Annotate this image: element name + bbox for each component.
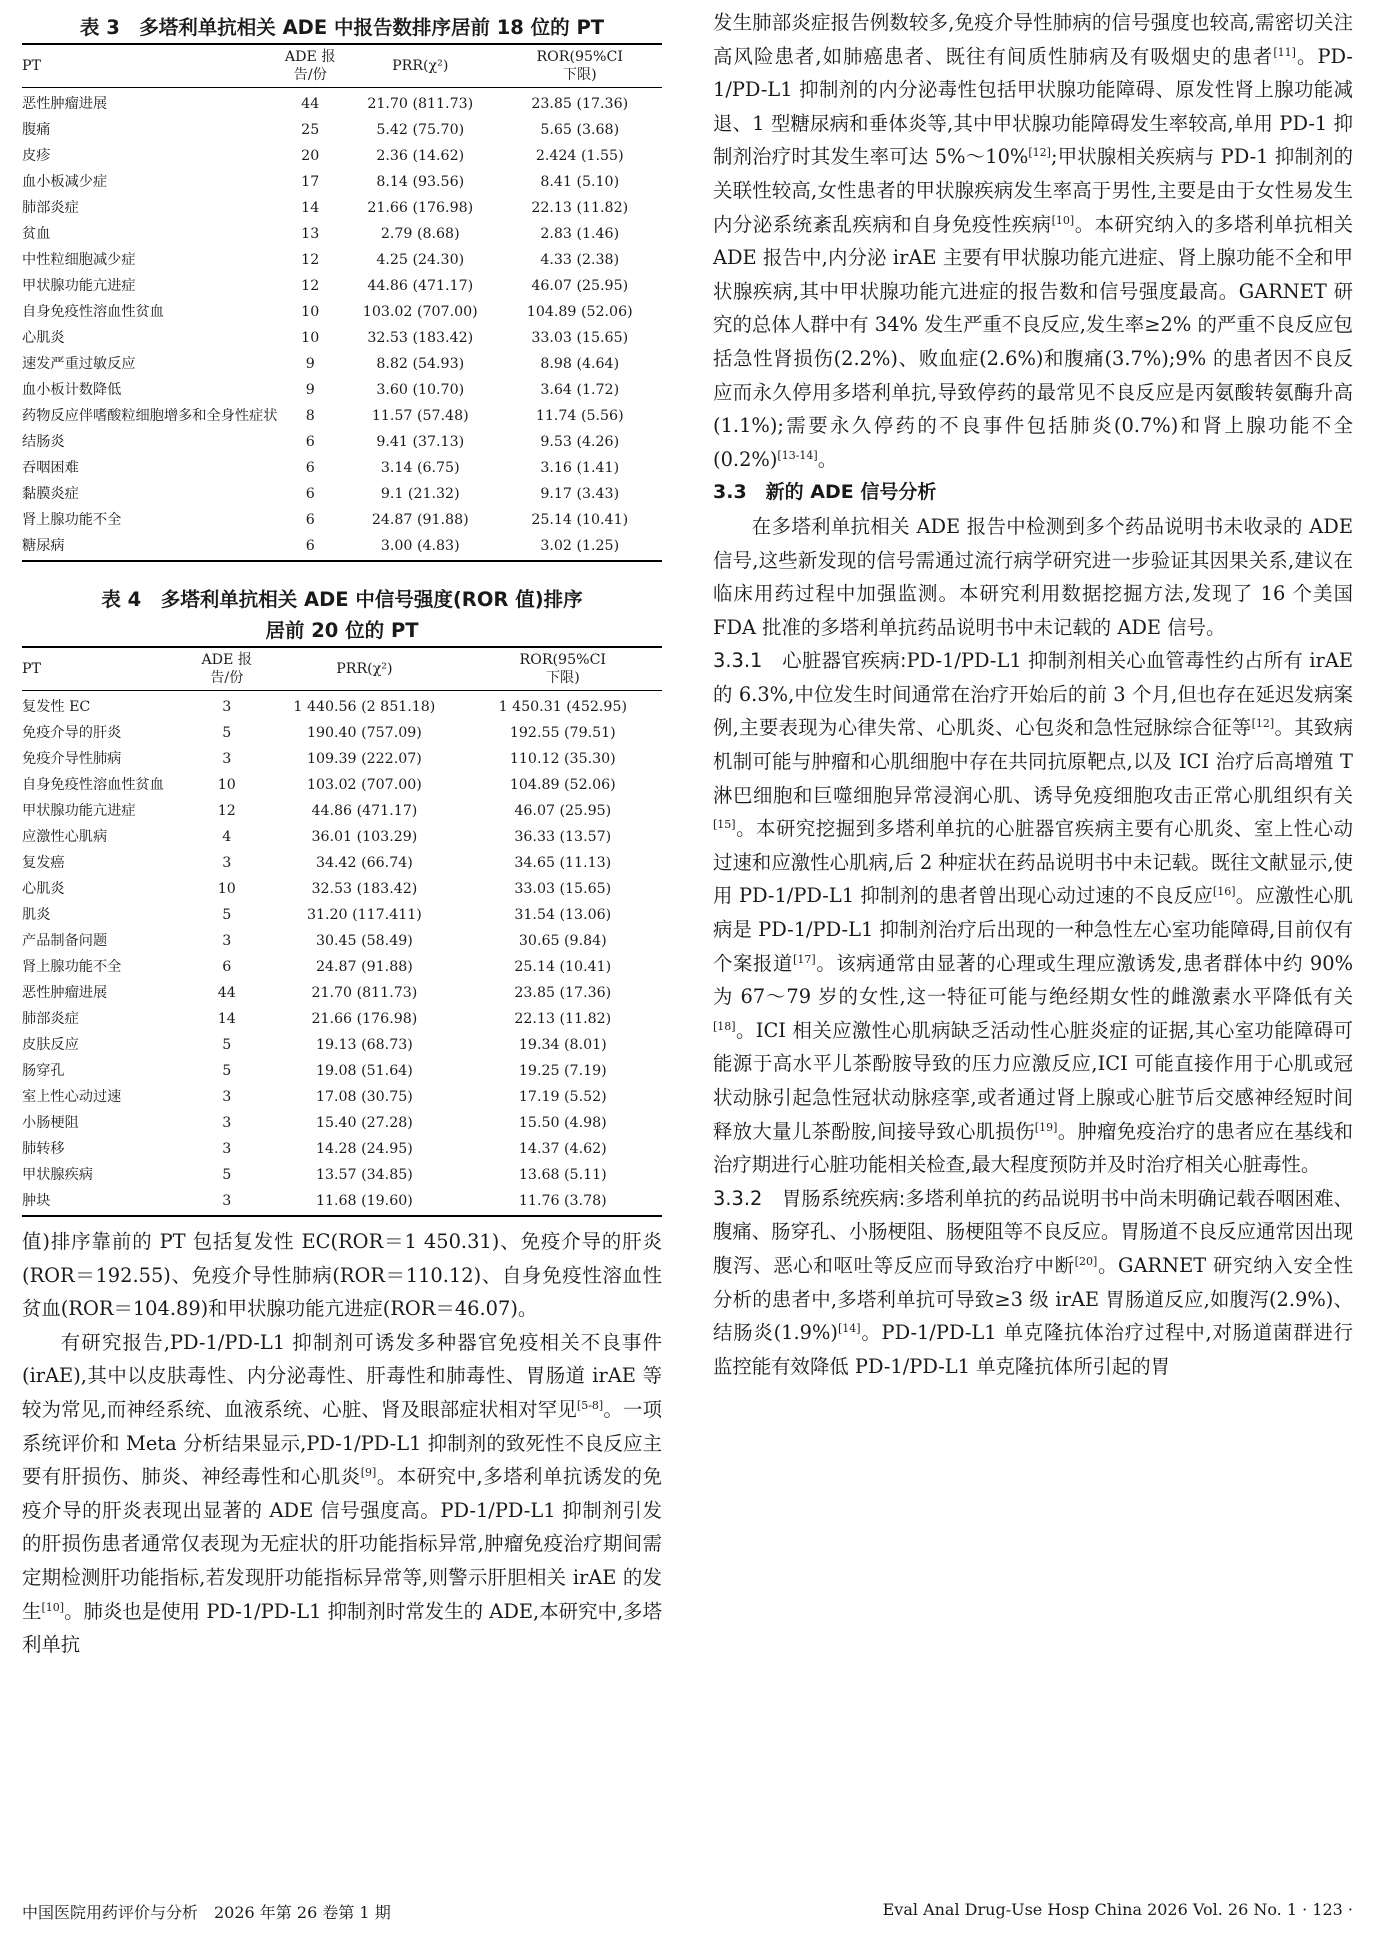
cell-count: 13 bbox=[301, 226, 320, 242]
cell-pt: 皮肤反应 bbox=[22, 1037, 79, 1053]
cell-pt: 肺转移 bbox=[22, 1141, 65, 1157]
cell-pt: 应激性心肌病 bbox=[22, 829, 108, 845]
citation: [17] bbox=[793, 952, 816, 966]
cell-ror: 192.55 (79.51) bbox=[509, 725, 616, 741]
cell-prr: 109.39 (222.07) bbox=[306, 751, 422, 767]
cell-ror: 13.68 (5.11) bbox=[518, 1167, 607, 1183]
cell-prr: 1 440.56 (2 851.18) bbox=[293, 699, 436, 715]
cell-ror: 8.98 (4.64) bbox=[540, 356, 620, 372]
table4-caption: 表 4 多塔利单抗相关 ADE 中信号强度(ROR 值)排序 居前 20 位的 PT bbox=[101, 588, 583, 642]
cell-pt: 恶性肿瘤进展 bbox=[22, 985, 108, 1001]
table-row bbox=[22, 143, 662, 169]
cell-prr: 34.42 (66.74) bbox=[315, 855, 413, 871]
cell-count: 10 bbox=[301, 304, 320, 320]
cell-prr: 15.40 (27.28) bbox=[315, 1115, 413, 1131]
cell-pt: 免疫介导的肝炎 bbox=[22, 725, 122, 741]
table-row bbox=[22, 772, 662, 798]
cell-ror: 104.89 (52.06) bbox=[526, 304, 633, 320]
cell-pt: 糖尿病 bbox=[22, 533, 277, 561]
citation: [9] bbox=[360, 1466, 377, 1480]
cell-pt: 室上性心动过速 bbox=[22, 1089, 122, 1105]
table4-header-row bbox=[22, 647, 662, 691]
cell-ror: 23.85 (17.36) bbox=[531, 96, 629, 112]
cell-count: 14 bbox=[301, 200, 320, 216]
citation: [18] bbox=[713, 1019, 736, 1033]
cell-ror: 11.76 (3.78) bbox=[464, 1188, 662, 1216]
cell-prr: 9.1 (21.32) bbox=[380, 486, 460, 502]
cell-ror: 14.37 (4.62) bbox=[518, 1141, 607, 1157]
table-row bbox=[22, 954, 662, 980]
table4-header-ror: ROR(95%CI 下限) bbox=[464, 647, 662, 691]
table3-body bbox=[22, 88, 662, 562]
left-paragraph-2: 有研究报告,PD-1/PD-L1 抑制剂可诱发多种器官免疫相关不良事件(irAE),其中以皮肤毒性、内分泌毒性、肝毒性和肺毒性、胃肠道 irAE 等较为常见,而神经系统、血液系统、心脏、肾及眼部症状相对罕见[5-8]。一项系统评价和 Meta 分析结果显示,PD-1/PD-L1 抑制剂的致死性不良反应主要有肝损伤、肺炎、神经毒性和心肌炎[9]。本研究中,多塔利单抗诱发的免疫介导的肝炎表现出显著的 ADE 信号强度高。PD-1/PD-L1 抑制剂引发的肝损伤患者通常仅表现为无症状的肝功能指标异常,肿瘤免疫治疗期间需定期检测肝功能指标,若发现肝功能指标异常等,则警示肝胆相关 irAE 的发生[10]。肺炎也是使用 PD-1/PD-L1 抑制剂时常发生的 ADE,本研究中,多塔利单抗 bbox=[22, 1330, 663, 1657]
cell-count: 3 bbox=[222, 1141, 232, 1157]
table-row bbox=[22, 691, 662, 721]
cell-pt: 甲状腺疾病 bbox=[22, 1167, 93, 1183]
cell-pt: 肠穿孔 bbox=[22, 1063, 65, 1079]
left-paragraph-1: 值)排序靠前的 PT 包括复发性 EC(ROR＝1 450.31)、免疫介导的肝炎(ROR＝192.55)、免疫介导性肺病(ROR＝110.12)、自身免疫性溶血性贫血(ROR＝104.89)和甲状腺功能亢进症(ROR＝46.07)。 bbox=[22, 1230, 662, 1321]
cell-ror: 9.53 (4.26) bbox=[540, 434, 620, 450]
cell-pt: 肾上腺功能不全 bbox=[22, 512, 122, 528]
subsection-heading-3-3-1: 3.3.1 心脏器官疾病: bbox=[713, 649, 907, 673]
cell-ror: 11.74 (5.56) bbox=[535, 408, 624, 424]
cell-count: 5 bbox=[222, 725, 232, 741]
cell-ror: 2.83 (1.46) bbox=[540, 226, 620, 242]
cell-pt: 肾上腺功能不全 bbox=[22, 959, 122, 975]
right-paragraph-1: 发生肺部炎症报告例数较多,免疫介导性肺病的信号强度也较高,需密切关注高风险患者,如肺癌患者、既往有间质性肺病及有吸烟史的患者[11]。PD-1/PD-L1 抑制剂的内分泌毒性包括甲状腺功能障碍、原发性肾上腺功能减退、1 型糖尿病和垂体炎等,其中甲状腺功能障碍发生率较高,单用 PD-1 抑制剂治疗时其发生率可达 5%～10%[12];甲状腺相关疾病与 PD-1 抑制剂的关联性较高,女性患者的甲状腺疾病发生率高于男性,主要是由于女性易发生内分泌系统紊乱疾病和自身免疫性疾病[10]。本研究纳入的多塔利单抗相关 ADE 报告中,内分泌 irAE 主要有甲状腺功能亢进症、肾上腺功能不全和甲状腺疾病,其中甲状腺功能亢进症的报告数和信号强度最高。GARNET 研究的总体人群中有 34% 发生严重不良反应,发生率≥2% 的严重不良反应包括急性肾损伤(2.2%)、败血症(2.6%)和腹痛(3.7%);9% 的患者因不良反应而永久停用多塔利单抗,导致停药的最常见不良反应是丙氨酸转氨酶升高(1.1%);需要永久停药的不良事件包括肺炎(0.7%)和肾上腺功能不全(0.2%)[13-14]。 bbox=[713, 11, 1354, 471]
table-row bbox=[22, 351, 662, 377]
cell-ror: 46.07 (25.95) bbox=[514, 803, 612, 819]
table-row bbox=[22, 403, 662, 429]
section-heading-3-3: 3.3 新的 ADE 信号分析 bbox=[713, 481, 937, 504]
cell-count: 6 bbox=[277, 533, 343, 561]
cell-count: 6 bbox=[305, 512, 315, 528]
table4-body bbox=[22, 691, 662, 1217]
right-paragraph-4: 3.3.2 胃肠系统疾病:多塔利单抗的药品说明书中尚未明确记载吞咽困难、腹痛、肠穿孔、小肠梗阻、肠梗阻等不良反应。胃肠道不良反应通常因出现腹泻、恶心和呕吐等反应而导致治疗中断[20]。GARNET 研究纳入安全性分析的患者中,多塔利单抗可导致≥3 级 irAE 胃肠道反应,如腹泻(2.9%)、结肠炎(1.9%)[14]。PD-1/PD-L1 单克隆抗体治疗过程中,对肠道菌群进行监控能有效降低 PD-1/PD-L1 单克隆抗体所引起的胃 bbox=[713, 1186, 1354, 1378]
cell-ror: 110.12 (35.30) bbox=[509, 751, 616, 767]
citation: [13-14] bbox=[777, 448, 818, 462]
cell-pt: 肿块 bbox=[22, 1188, 188, 1216]
left-body-text bbox=[22, 1225, 662, 1662]
cell-prr: 17.08 (30.75) bbox=[315, 1089, 413, 1105]
cell-prr: 21.66 (176.98) bbox=[311, 1011, 418, 1027]
cell-count: 6 bbox=[305, 434, 315, 450]
cell-prr: 19.13 (68.73) bbox=[315, 1037, 413, 1053]
cell-pt: 肺部炎症 bbox=[22, 1011, 79, 1027]
citation: [10] bbox=[41, 1600, 65, 1614]
cell-ror: 9.17 (3.43) bbox=[540, 486, 620, 502]
cell-pt: 甲状腺功能亢进症 bbox=[22, 278, 136, 294]
table-row bbox=[22, 746, 662, 772]
cell-ror: 22.13 (11.82) bbox=[531, 200, 629, 216]
citation: [14] bbox=[837, 1322, 861, 1336]
cell-ror: 1 450.31 (452.95) bbox=[498, 699, 627, 715]
cell-count: 5 bbox=[222, 1037, 232, 1053]
cell-count: 3 bbox=[222, 933, 232, 949]
table-row bbox=[22, 325, 662, 351]
cell-count: 3 bbox=[188, 1188, 265, 1216]
table-row bbox=[22, 507, 662, 533]
cell-prr: 19.08 (51.64) bbox=[315, 1063, 413, 1079]
table-row bbox=[22, 117, 662, 143]
cell-pt: 血小板计数降低 bbox=[22, 382, 122, 398]
cell-prr: 44.86 (471.17) bbox=[367, 278, 474, 294]
table4 bbox=[22, 646, 662, 1217]
cell-count: 9 bbox=[305, 382, 315, 398]
citation: [12] bbox=[1251, 717, 1275, 731]
cell-count: 3 bbox=[222, 1115, 232, 1131]
table-row bbox=[22, 273, 662, 299]
cell-pt: 小肠梗阻 bbox=[22, 1115, 79, 1131]
citation: [16] bbox=[1212, 885, 1236, 899]
table3-header-count: ADE 报 告/份 bbox=[277, 44, 343, 88]
cell-count: 3 bbox=[222, 699, 232, 715]
cell-count: 3 bbox=[222, 1089, 232, 1105]
cell-pt: 肌炎 bbox=[22, 907, 51, 923]
cell-count: 12 bbox=[301, 252, 320, 268]
cell-prr: 36.01 (103.29) bbox=[311, 829, 418, 845]
cell-ror: 104.89 (52.06) bbox=[509, 777, 616, 793]
table-row bbox=[22, 902, 662, 928]
cell-ror: 5.65 (3.68) bbox=[540, 122, 620, 138]
cell-ror: 46.07 (25.95) bbox=[531, 278, 629, 294]
cell-count: 3 bbox=[222, 855, 232, 871]
cell-prr: 11.57 (57.48) bbox=[371, 408, 469, 424]
citation: [12] bbox=[1028, 146, 1051, 160]
cell-ror: 3.64 (1.72) bbox=[540, 382, 620, 398]
cell-count: 6 bbox=[222, 959, 232, 975]
footer-journal-en: Eval Anal Drug-Use Hosp China 2026 Vol. 26 No. 1 · 123 · bbox=[882, 1900, 1353, 1919]
cell-prr: 190.40 (757.09) bbox=[306, 725, 422, 741]
cell-prr: 30.45 (58.49) bbox=[315, 933, 413, 949]
cell-ror: 31.54 (13.06) bbox=[514, 907, 612, 923]
table-row bbox=[22, 1084, 662, 1110]
table3-header-prr: PRR(χ²) bbox=[343, 44, 497, 88]
cell-count: 10 bbox=[301, 330, 320, 346]
cell-pt: 血小板减少症 bbox=[22, 174, 108, 190]
table-row bbox=[22, 1110, 662, 1136]
table-row bbox=[22, 1162, 662, 1188]
table-row bbox=[22, 798, 662, 824]
cell-count: 10 bbox=[217, 777, 236, 793]
cell-pt: 免疫介导性肺病 bbox=[22, 751, 122, 767]
table-row bbox=[22, 195, 662, 221]
citation: [19] bbox=[1034, 1120, 1058, 1134]
table3-caption: 表 3 多塔利单抗相关 ADE 中报告数排序居前 18 位的 PT bbox=[79, 16, 605, 39]
cell-pt: 中性粒细胞减少症 bbox=[22, 252, 136, 268]
cell-prr: 2.79 (8.68) bbox=[380, 226, 460, 242]
cell-ror: 22.13 (11.82) bbox=[514, 1011, 612, 1027]
cell-count: 12 bbox=[301, 278, 320, 294]
table3-header-ror: ROR(95%CI 下限) bbox=[497, 44, 662, 88]
cell-prr: 31.20 (117.411) bbox=[306, 907, 422, 923]
cell-count: 44 bbox=[301, 96, 320, 112]
table4-header-pt: PT bbox=[22, 647, 188, 691]
citation: [11] bbox=[1273, 45, 1296, 59]
cell-pt: 自身免疫性溶血性贫血 bbox=[22, 304, 164, 320]
citation: [15] bbox=[713, 818, 736, 832]
subsection-heading-3-3-2: 3.3.2 胃肠系统疾病: bbox=[713, 1186, 906, 1210]
cell-ror: 8.41 (5.10) bbox=[540, 174, 620, 190]
citation: [10] bbox=[1051, 213, 1075, 227]
table4-header-prr: PRR(χ²) bbox=[265, 647, 463, 691]
cell-count: 44 bbox=[217, 985, 236, 1001]
cell-count: 5 bbox=[222, 907, 232, 923]
cell-pt: 药物反应伴嗜酸粒细胞增多和全身性症状 bbox=[22, 408, 278, 424]
cell-count: 10 bbox=[217, 881, 236, 897]
cell-prr: 4.25 (24.30) bbox=[376, 252, 465, 268]
cell-ror: 19.34 (8.01) bbox=[518, 1037, 607, 1053]
cell-pt: 产品制备问题 bbox=[22, 933, 108, 949]
cell-ror: 30.65 (9.84) bbox=[518, 933, 607, 949]
cell-pt: 复发性 EC bbox=[22, 699, 91, 715]
cell-ror: 17.19 (5.52) bbox=[518, 1089, 607, 1105]
table4-header-count: ADE 报 告/份 bbox=[188, 647, 265, 691]
table-row bbox=[22, 1006, 662, 1032]
cell-count: 20 bbox=[301, 148, 320, 164]
cell-ror: 4.33 (2.38) bbox=[540, 252, 620, 268]
cell-pt: 自身免疫性溶血性贫血 bbox=[22, 777, 164, 793]
cell-prr: 32.53 (183.42) bbox=[367, 330, 474, 346]
table-row bbox=[22, 824, 662, 850]
cell-prr: 2.36 (14.62) bbox=[376, 148, 465, 164]
cell-pt: 甲状腺功能亢进症 bbox=[22, 803, 136, 819]
cell-pt: 复发癌 bbox=[22, 855, 65, 871]
footer-journal-cn: 中国医院用药评价与分析 2026 年第 26 卷第 1 期 bbox=[22, 1903, 391, 1922]
cell-ror: 34.65 (11.13) bbox=[514, 855, 612, 871]
table-row bbox=[22, 481, 662, 507]
cell-pt: 心肌炎 bbox=[22, 881, 65, 897]
cell-prr: 9.41 (37.13) bbox=[376, 434, 465, 450]
table3-header-row bbox=[22, 44, 662, 88]
cell-prr: 32.53 (183.42) bbox=[311, 881, 418, 897]
cell-prr: 21.70 (811.73) bbox=[311, 985, 418, 1001]
cell-pt: 肺部炎症 bbox=[22, 200, 79, 216]
cell-prr: 13.57 (34.85) bbox=[315, 1167, 413, 1183]
cell-prr: 24.87 (91.88) bbox=[371, 512, 469, 528]
table-row bbox=[22, 429, 662, 455]
table-row bbox=[22, 1136, 662, 1162]
cell-ror: 36.33 (13.57) bbox=[514, 829, 612, 845]
cell-pt: 结肠炎 bbox=[22, 434, 65, 450]
cell-count: 5 bbox=[222, 1167, 232, 1183]
table-row bbox=[22, 221, 662, 247]
cell-count: 6 bbox=[305, 460, 315, 476]
table3 bbox=[22, 43, 662, 562]
table-row bbox=[22, 1058, 662, 1084]
table-row bbox=[22, 169, 662, 195]
table-row bbox=[22, 850, 662, 876]
cell-ror: 23.85 (17.36) bbox=[514, 985, 612, 1001]
cell-ror: 3.16 (1.41) bbox=[540, 460, 620, 476]
cell-count: 4 bbox=[222, 829, 232, 845]
cell-ror: 15.50 (4.98) bbox=[518, 1115, 607, 1131]
table-row bbox=[22, 299, 662, 325]
cell-ror: 3.02 (1.25) bbox=[497, 533, 662, 561]
cell-pt: 速发严重过敏反应 bbox=[22, 356, 136, 372]
cell-prr: 44.86 (471.17) bbox=[311, 803, 418, 819]
table3-header-pt: PT bbox=[22, 44, 277, 88]
table-row bbox=[22, 1188, 662, 1216]
right-column bbox=[713, 6, 1353, 1383]
cell-prr: 3.00 (4.83) bbox=[343, 533, 497, 561]
cell-pt: 恶性肿瘤进展 bbox=[22, 96, 108, 112]
cell-count: 17 bbox=[301, 174, 320, 190]
cell-pt: 黏膜炎症 bbox=[22, 486, 79, 502]
cell-prr: 103.02 (707.00) bbox=[306, 777, 422, 793]
cell-prr: 8.82 (54.93) bbox=[376, 356, 465, 372]
cell-pt: 腹痛 bbox=[22, 122, 51, 138]
right-paragraph-3: 3.3.1 心脏器官疾病:PD-1/PD-L1 抑制剂相关心血管毒性约占所有 irAE 的 6.3%,中位发生时间通常在治疗开始后的前 3 个月,但也存在延迟发病案例,主要表现为心律失常、心肌炎、心包炎和急性冠脉综合征等[12]。其致病机制可能与肿瘤和心肌细胞中存在共同抗原靶点,以及 ICI 治疗后高增殖 T 淋巴细胞和巨噬细胞异常浸润心肌、诱导免疫细胞攻击正常心肌组织有关[15]。本研究挖掘到多塔利单抗的心脏器官疾病主要有心肌炎、室上性心动过速和应激性心肌病,后 2 种症状在药品说明书中未记载。既往文献显示,使用 PD-1/PD-L1 抑制剂的患者曾出现心动过速的不良反应[16]。应激性心肌病是 PD-1/PD-L1 抑制剂治疗后出现的一种急性左心室功能障碍,目前仅有个案报道[17]。该病通常由显著的心理或生理应激诱发,患者群体中约 90% 为 67～79 岁的女性,这一特征可能与绝经期女性的雌激素水平降低有关[18]。ICI 相关应激性心肌病缺乏活动性心脏炎症的证据,其心室功能障碍可能源于高水平儿茶酚胺导致的压力应激反应,ICI 可能直接作用于心肌或冠状动脉引起急性冠状动脉痉挛,或者通过肾上腺或心脏节后交感神经短时间释放大量儿茶酚胺,间接导致心肌损伤[19]。肿瘤免疫治疗的患者应在基线和治疗期进行心脏功能相关检查,最大程度预防并及时治疗相关心脏毒性。 bbox=[713, 649, 1354, 1177]
cell-ror: 33.03 (15.65) bbox=[531, 330, 629, 346]
cell-prr: 24.87 (91.88) bbox=[315, 959, 413, 975]
cell-ror: 33.03 (15.65) bbox=[514, 881, 612, 897]
cell-count: 3 bbox=[222, 751, 232, 767]
cell-prr: 3.60 (10.70) bbox=[376, 382, 465, 398]
table-row bbox=[22, 980, 662, 1006]
cell-ror: 25.14 (10.41) bbox=[514, 959, 612, 975]
cell-prr: 8.14 (93.56) bbox=[376, 174, 465, 190]
table-row bbox=[22, 533, 662, 561]
table-row bbox=[22, 720, 662, 746]
cell-count: 6 bbox=[305, 486, 315, 502]
left-column bbox=[22, 0, 662, 1662]
cell-count: 12 bbox=[217, 803, 236, 819]
table-row bbox=[22, 928, 662, 954]
cell-prr: 11.68 (19.60) bbox=[265, 1188, 463, 1216]
cell-prr: 14.28 (24.95) bbox=[315, 1141, 413, 1157]
table-row bbox=[22, 876, 662, 902]
cell-prr: 21.70 (811.73) bbox=[367, 96, 474, 112]
cell-prr: 5.42 (75.70) bbox=[376, 122, 465, 138]
table-row bbox=[22, 1032, 662, 1058]
table-row bbox=[22, 247, 662, 273]
cell-prr: 3.14 (6.75) bbox=[380, 460, 460, 476]
citation: [5-8] bbox=[576, 1398, 604, 1412]
cell-count: 14 bbox=[217, 1011, 236, 1027]
cell-ror: 25.14 (10.41) bbox=[531, 512, 629, 528]
cell-pt: 心肌炎 bbox=[22, 330, 65, 346]
citation: [20] bbox=[1074, 1254, 1098, 1268]
cell-prr: 21.66 (176.98) bbox=[367, 200, 474, 216]
cell-count: 25 bbox=[301, 122, 320, 138]
cell-ror: 19.25 (7.19) bbox=[518, 1063, 607, 1079]
table-row bbox=[22, 455, 662, 481]
cell-pt: 皮疹 bbox=[22, 148, 51, 164]
cell-prr: 103.02 (707.00) bbox=[362, 304, 478, 320]
table-row bbox=[22, 88, 662, 118]
cell-count: 5 bbox=[222, 1063, 232, 1079]
cell-ror: 2.424 (1.55) bbox=[535, 148, 624, 164]
table-row bbox=[22, 377, 662, 403]
cell-count: 8 bbox=[305, 408, 315, 424]
cell-count: 9 bbox=[305, 356, 315, 372]
right-paragraph-2: 在多塔利单抗相关 ADE 报告中检测到多个药品说明书未收录的 ADE 信号,这些新发现的信号需通过流行病学研究进一步验证其因果关系,建议在临床用药过程中加强监测。本研究利用数据挖掘方法,发现了 16 个美国 FDA 批准的多塔利单抗药品说明书中未记载的 ADE 信号。 bbox=[713, 514, 1353, 639]
cell-pt: 吞咽困难 bbox=[22, 460, 79, 476]
cell-pt: 贫血 bbox=[22, 226, 51, 242]
